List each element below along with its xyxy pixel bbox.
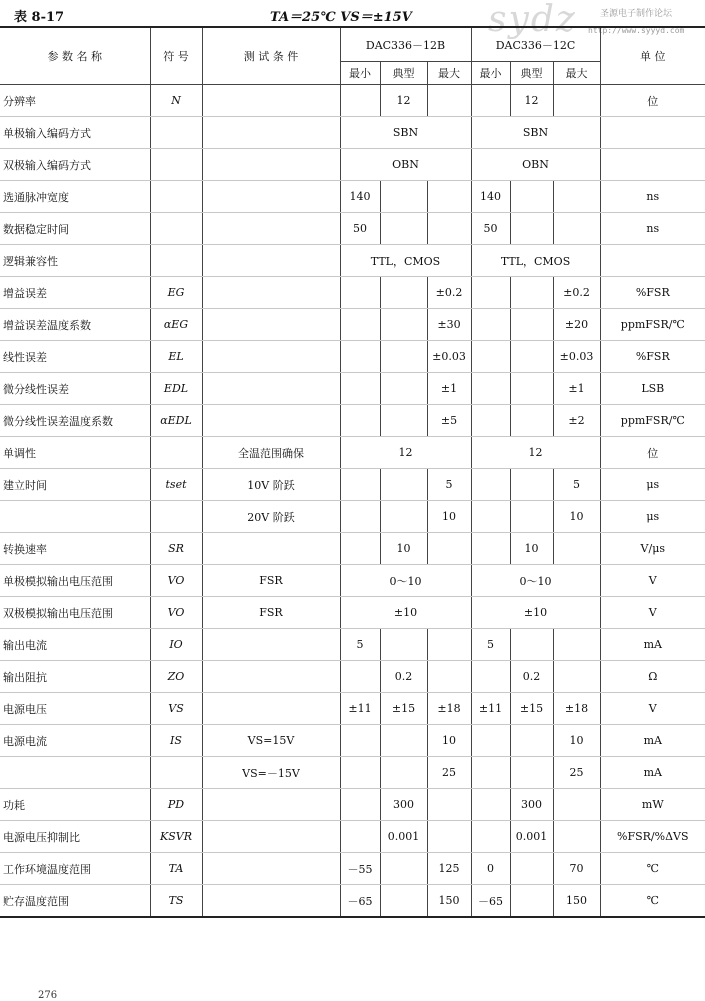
param-name-cell: 工作环境温度范围 [0,853,150,885]
condition-cell [202,181,340,213]
min-c-cell [471,277,510,309]
table-row [0,597,705,629]
col-typ-c: 典型 [510,62,553,85]
symbol-cell: PD [150,789,202,821]
symbol-cell: N [150,85,202,117]
condition-cell [202,213,340,245]
typ-b-cell: ±15 [380,693,427,725]
typ-c-cell [510,181,553,213]
max-b-cell: 10 [427,501,471,533]
table-row [0,117,705,149]
max-c-cell [553,661,600,693]
max-c-cell: ±1 [553,373,600,405]
typ-b-cell: 0.001 [380,821,427,853]
param-name-cell [0,757,150,789]
min-b-cell [340,405,380,437]
min-c-cell [471,789,510,821]
typ-b-cell [380,885,427,918]
unit-cell: V [600,597,705,629]
min-b-cell [340,821,380,853]
value-cell-b-merged: OBN [340,149,471,181]
typ-c-cell [510,309,553,341]
unit-cell [600,245,705,277]
condition-cell [202,149,340,181]
max-b-cell [427,661,471,693]
value-cell-b-merged: TTL，CMOS [340,245,471,277]
typ-b-cell: 10 [380,533,427,565]
max-b-cell: 25 [427,757,471,789]
symbol-cell: KSVR [150,821,202,853]
symbol-cell: IO [150,629,202,661]
spec-table [0,26,705,918]
condition-cell: 全温范围确保 [202,437,340,469]
unit-cell: mA [600,757,705,789]
typ-b-cell [380,501,427,533]
max-c-cell: 10 [553,501,600,533]
table-row [0,277,705,309]
symbol-cell [150,181,202,213]
table-row [0,181,705,213]
header-row-models [0,27,705,62]
value-cell-c-merged: OBN [471,149,600,181]
symbol-cell: EG [150,277,202,309]
table-row [0,405,705,437]
value-cell-c-merged: SBN [471,117,600,149]
min-c-cell [471,821,510,853]
unit-cell [600,149,705,181]
min-c-cell [471,533,510,565]
min-b-cell: －65 [340,885,380,918]
condition-cell [202,341,340,373]
table-row [0,725,705,757]
condition-cell [202,789,340,821]
typ-b-cell [380,277,427,309]
max-b-cell: ±30 [427,309,471,341]
symbol-cell: αEDL [150,405,202,437]
col-model-b: DAC336－12B [340,27,471,62]
min-b-cell [340,469,380,501]
table-row [0,213,705,245]
param-name-cell: 建立时间 [0,469,150,501]
symbol-cell: EL [150,341,202,373]
condition-cell [202,245,340,277]
value-cell-b-merged: 12 [340,437,471,469]
max-c-cell: 70 [553,853,600,885]
col-symbol: 符 号 [150,27,202,85]
typ-c-cell: ±15 [510,693,553,725]
min-c-cell: 0 [471,853,510,885]
table-row [0,853,705,885]
typ-b-cell [380,405,427,437]
param-name-cell: 双极模拟输出电压范围 [0,597,150,629]
param-name-cell: 单极模拟输出电压范围 [0,565,150,597]
unit-cell: μs [600,501,705,533]
max-b-cell: 150 [427,885,471,918]
col-max-b: 最大 [427,62,471,85]
max-c-cell: ±18 [553,693,600,725]
max-c-cell: ±0.03 [553,341,600,373]
min-b-cell: ±11 [340,693,380,725]
typ-b-cell [380,341,427,373]
unit-cell: V/μs [600,533,705,565]
condition-cell: 10V 阶跃 [202,469,340,501]
unit-cell: mA [600,725,705,757]
min-c-cell [471,85,510,117]
min-c-cell: －65 [471,885,510,918]
table-row [0,341,705,373]
typ-b-cell [380,629,427,661]
unit-cell: LSB [600,373,705,405]
symbol-cell: TS [150,885,202,918]
min-c-cell [471,309,510,341]
typ-b-cell: 300 [380,789,427,821]
typ-b-cell [380,725,427,757]
typ-c-cell [510,725,553,757]
condition-cell [202,405,340,437]
max-b-cell: ±0.2 [427,277,471,309]
table-row [0,565,705,597]
max-b-cell: 5 [427,469,471,501]
max-c-cell [553,213,600,245]
unit-cell [600,117,705,149]
typ-c-cell [510,277,553,309]
symbol-cell: SR [150,533,202,565]
table-row [0,661,705,693]
max-b-cell: 10 [427,725,471,757]
param-name-cell: 线性误差 [0,341,150,373]
symbol-cell [150,437,202,469]
unit-cell: ℃ [600,885,705,918]
symbol-cell [150,757,202,789]
min-b-cell [340,789,380,821]
min-b-cell [340,85,380,117]
min-b-cell [340,341,380,373]
min-b-cell [340,757,380,789]
symbol-cell: TA [150,853,202,885]
symbol-cell: tset [150,469,202,501]
max-c-cell [553,533,600,565]
unit-cell: μs [600,469,705,501]
max-c-cell: 5 [553,469,600,501]
table-row [0,501,705,533]
min-c-cell: 5 [471,629,510,661]
table-row [0,437,705,469]
min-b-cell: －55 [340,853,380,885]
param-name-cell: 增益误差温度系数 [0,309,150,341]
param-name-cell: 输出阻抗 [0,661,150,693]
table-row [0,789,705,821]
typ-b-cell [380,309,427,341]
typ-b-cell [380,213,427,245]
symbol-cell [150,501,202,533]
typ-c-cell [510,373,553,405]
col-model-c: DAC336－12C [471,27,600,62]
min-c-cell [471,725,510,757]
unit-cell: V [600,565,705,597]
col-test-condition: 测 试 条 件 [202,27,340,85]
typ-c-cell [510,213,553,245]
symbol-cell [150,213,202,245]
condition-cell [202,117,340,149]
param-name-cell: 双极输入编码方式 [0,149,150,181]
max-b-cell [427,789,471,821]
condition-cell [202,661,340,693]
min-c-cell: 140 [471,181,510,213]
symbol-cell: VS [150,693,202,725]
unit-cell: ns [600,213,705,245]
unit-cell: mW [600,789,705,821]
table-row [0,533,705,565]
min-b-cell [340,373,380,405]
spec-table-body [0,85,705,918]
unit-cell: 位 [600,437,705,469]
min-c-cell: 50 [471,213,510,245]
table-row [0,85,705,117]
max-c-cell: ±0.2 [553,277,600,309]
symbol-cell: VO [150,565,202,597]
unit-cell: Ω [600,661,705,693]
typ-c-cell [510,469,553,501]
max-c-cell: ±20 [553,309,600,341]
watermark-url: http://www.syyyd.com [588,26,685,35]
param-name-cell: 增益误差 [0,277,150,309]
max-b-cell [427,821,471,853]
min-c-cell [471,501,510,533]
typ-b-cell [380,853,427,885]
typ-c-cell [510,853,553,885]
table-row [0,757,705,789]
max-c-cell [553,821,600,853]
max-c-cell: 150 [553,885,600,918]
max-c-cell: 25 [553,757,600,789]
param-name-cell: 单极输入编码方式 [0,117,150,149]
col-min-b: 最小 [340,62,380,85]
max-b-cell: ±18 [427,693,471,725]
symbol-cell: IS [150,725,202,757]
max-b-cell: 125 [427,853,471,885]
condition-cell [202,693,340,725]
typ-b-cell: 0.2 [380,661,427,693]
table-row [0,149,705,181]
unit-cell: %FSR [600,341,705,373]
watermark-forum-name: 圣源电子制作论坛 [600,9,673,19]
test-conditions: TA＝25℃ VS＝±15V [270,10,412,25]
min-b-cell [340,533,380,565]
typ-c-cell: 12 [510,85,553,117]
symbol-cell: VO [150,597,202,629]
symbol-cell: αEG [150,309,202,341]
min-b-cell [340,661,380,693]
value-cell-b-merged: 0～10 [340,565,471,597]
typ-c-cell [510,341,553,373]
typ-c-cell: 0.001 [510,821,553,853]
typ-c-cell [510,757,553,789]
condition-cell [202,309,340,341]
param-name-cell: 功耗 [0,789,150,821]
condition-cell [202,885,340,918]
unit-cell: V [600,693,705,725]
page-number: 276 [38,990,58,1001]
param-name-cell: 微分线性误差温度系数 [0,405,150,437]
param-name-cell: 电源电压 [0,693,150,725]
typ-c-cell: 0.2 [510,661,553,693]
min-c-cell [471,757,510,789]
min-c-cell [471,661,510,693]
table-row [0,821,705,853]
value-cell-b-merged: ±10 [340,597,471,629]
unit-cell: ppmFSR/℃ [600,405,705,437]
max-c-cell [553,181,600,213]
param-name-cell: 分辨率 [0,85,150,117]
symbol-cell: ZO [150,661,202,693]
value-cell-c-merged: ±10 [471,597,600,629]
table-row [0,629,705,661]
value-cell-c-merged: 12 [471,437,600,469]
param-name-cell: 贮存温度范围 [0,885,150,918]
param-name-cell: 逻辑兼容性 [0,245,150,277]
param-name-cell: 微分线性误差 [0,373,150,405]
col-param-name: 参 数 名 称 [0,27,150,85]
table-row [0,693,705,725]
max-b-cell [427,629,471,661]
symbol-cell [150,117,202,149]
condition-cell [202,853,340,885]
param-name-cell: 电源电流 [0,725,150,757]
typ-c-cell: 10 [510,533,553,565]
max-b-cell [427,213,471,245]
min-b-cell: 140 [340,181,380,213]
min-b-cell [340,501,380,533]
param-name-cell: 输出电流 [0,629,150,661]
col-min-c: 最小 [471,62,510,85]
min-b-cell [340,277,380,309]
min-b-cell [340,725,380,757]
typ-b-cell: 12 [380,85,427,117]
condition-cell [202,533,340,565]
typ-b-cell [380,757,427,789]
unit-cell: 位 [600,85,705,117]
param-name-cell [0,501,150,533]
unit-cell: %FSR/%ΔVS [600,821,705,853]
unit-cell: mA [600,629,705,661]
condition-cell [202,85,340,117]
typ-c-cell: 300 [510,789,553,821]
param-name-cell: 单调性 [0,437,150,469]
param-name-cell: 转换速率 [0,533,150,565]
max-b-cell [427,181,471,213]
unit-cell: ppmFSR/℃ [600,309,705,341]
typ-b-cell [380,469,427,501]
col-typ-b: 典型 [380,62,427,85]
max-c-cell: 10 [553,725,600,757]
col-max-c: 最大 [553,62,600,85]
table-row [0,885,705,918]
min-b-cell: 5 [340,629,380,661]
symbol-cell [150,245,202,277]
typ-c-cell [510,405,553,437]
max-c-cell: ±2 [553,405,600,437]
typ-c-cell [510,501,553,533]
max-c-cell [553,789,600,821]
typ-c-cell [510,885,553,918]
max-b-cell [427,85,471,117]
condition-cell: FSR [202,565,340,597]
table-row [0,309,705,341]
condition-cell: 20V 阶跃 [202,501,340,533]
condition-cell: VS=－15V [202,757,340,789]
max-c-cell [553,629,600,661]
value-cell-b-merged: SBN [340,117,471,149]
min-b-cell: 50 [340,213,380,245]
min-c-cell [471,373,510,405]
watermark-logo: sydz [488,0,577,40]
condition-cell: VS=15V [202,725,340,757]
param-name-cell: 电源电压抑制比 [0,821,150,853]
symbol-cell: EDL [150,373,202,405]
unit-cell: %FSR [600,277,705,309]
min-b-cell [340,309,380,341]
min-c-cell [471,341,510,373]
table-row [0,373,705,405]
table-row [0,245,705,277]
value-cell-c-merged: TTL，CMOS [471,245,600,277]
max-b-cell: ±0.03 [427,341,471,373]
min-c-cell [471,469,510,501]
min-c-cell [471,405,510,437]
typ-b-cell [380,181,427,213]
typ-c-cell [510,629,553,661]
symbol-cell [150,149,202,181]
table-number: 表 8-17 [14,10,65,25]
table-row [0,469,705,501]
value-cell-c-merged: 0～10 [471,565,600,597]
condition-cell [202,277,340,309]
max-b-cell: ±5 [427,405,471,437]
condition-cell [202,373,340,405]
max-c-cell [553,85,600,117]
max-b-cell: ±1 [427,373,471,405]
col-unit: 单 位 [600,27,705,85]
max-b-cell [427,533,471,565]
condition-cell [202,629,340,661]
param-name-cell: 选通脉冲宽度 [0,181,150,213]
condition-cell: FSR [202,597,340,629]
condition-cell [202,821,340,853]
min-c-cell: ±11 [471,693,510,725]
unit-cell: ℃ [600,853,705,885]
typ-b-cell [380,373,427,405]
unit-cell: ns [600,181,705,213]
param-name-cell: 数据稳定时间 [0,213,150,245]
